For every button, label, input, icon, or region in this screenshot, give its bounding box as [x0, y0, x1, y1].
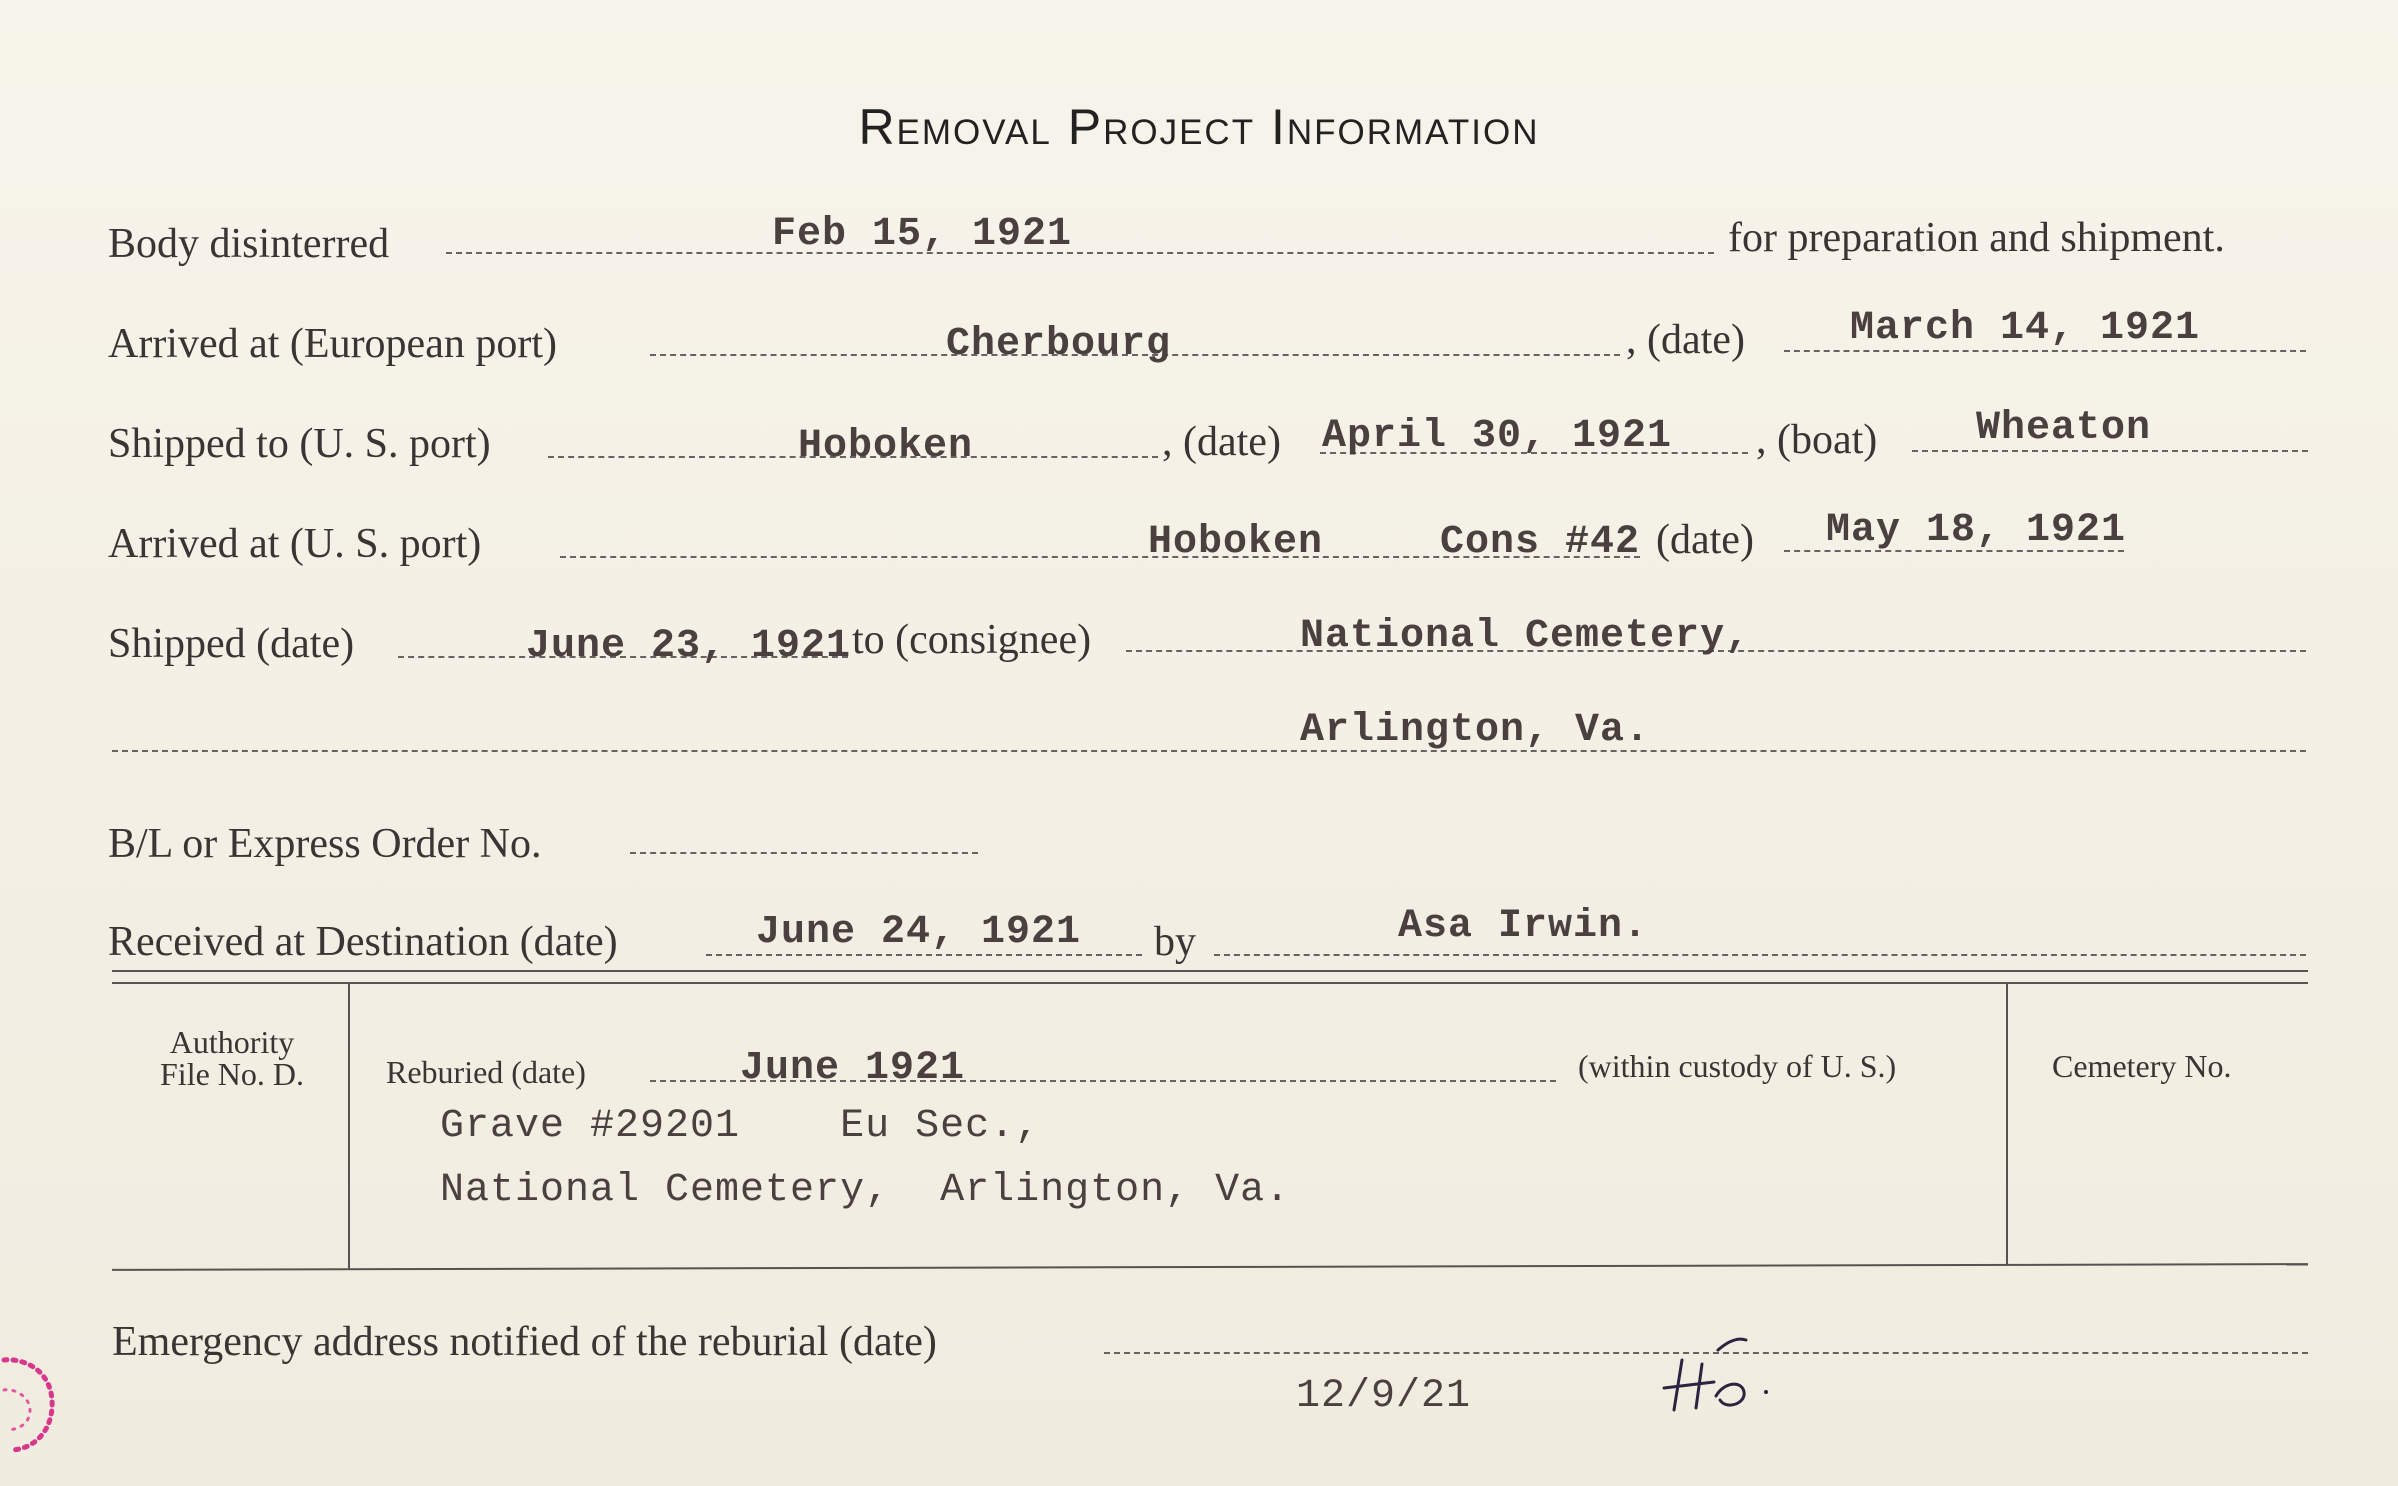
- shipped-us-label: Shipped to (U. S. port): [108, 421, 491, 467]
- page-title: Removal Project Information: [858, 99, 1540, 155]
- reburied-label: Reburied (date): [386, 1054, 586, 1090]
- received-by: Asa Irwin.: [1398, 904, 1649, 949]
- cemetery-no-label: Cemetery No.: [2052, 1048, 2232, 1084]
- bl-line: [630, 852, 978, 854]
- received-by-label: by: [1154, 919, 1196, 965]
- euro-port-date-label: , (date): [1626, 317, 1745, 363]
- disinterred-suffix: for preparation and shipment.: [1728, 215, 2225, 261]
- ink-stamp-mark: [0, 1350, 60, 1460]
- consignee-line-2: [112, 750, 2306, 752]
- box-divider-right: [2006, 984, 2008, 1264]
- consignee-1: National Cemetery,: [1300, 614, 1751, 659]
- disinterred-label: Body disinterred: [108, 221, 390, 267]
- emergency-label: Emergency address notified of the reburial (date): [112, 1319, 937, 1365]
- disinterred-date: Feb 15, 1921: [772, 212, 1073, 257]
- handwritten-initials: [1654, 1330, 1774, 1420]
- shipped-us-boat-label: , (boat): [1756, 417, 1878, 463]
- euro-port-label: Arrived at (European port): [108, 321, 557, 367]
- arrived-us-label: Arrived at (U. S. port): [108, 521, 482, 567]
- euro-port-value: Cherbourg: [946, 322, 1172, 367]
- received-by-line: [1214, 954, 2306, 956]
- grave-line: Grave #29201 Eu Sec.,: [440, 1104, 1041, 1149]
- authority-label: Authority File No. D.: [160, 1024, 304, 1092]
- consignee-2: Arlington, Va.: [1300, 708, 1651, 753]
- bl-label: B/L or Express Order No.: [108, 821, 542, 867]
- box-rule-bottom: [112, 1263, 2308, 1271]
- custody-note: (within custody of U. S.): [1578, 1048, 1897, 1084]
- disinterred-line: [446, 252, 1714, 254]
- shipped-date: June 23, 1921: [526, 624, 852, 669]
- arrived-us-port: Hoboken: [1148, 520, 1324, 565]
- shipped-date-label: Shipped (date): [108, 621, 355, 667]
- box-divider-left: [348, 984, 350, 1270]
- consignee-label: to (consignee): [852, 617, 1092, 663]
- box-rule-top-1: [112, 970, 2308, 972]
- euro-port-date: March 14, 1921: [1850, 306, 2201, 351]
- shipped-us-date: April 30, 1921: [1322, 414, 1673, 459]
- arrived-us-cons: Cons #42: [1440, 520, 1641, 565]
- received-label: Received at Destination (date): [108, 919, 618, 965]
- shipped-us-boat: Wheaton: [1976, 406, 2152, 451]
- shipped-us-port: Hoboken: [798, 424, 974, 469]
- received-date: June 24, 1921: [756, 910, 1082, 955]
- ink-stamp-icon: [0, 1350, 60, 1460]
- reburied-date: June 1921: [740, 1046, 966, 1091]
- shipped-us-date-label: , (date): [1162, 419, 1281, 465]
- cemetery-line: National Cemetery, Arlington, Va.: [440, 1168, 1291, 1213]
- signature-mark: [1654, 1330, 1774, 1420]
- box-rule-top-2: [112, 982, 2308, 984]
- arrived-us-date-label: (date): [1656, 517, 1754, 563]
- arrived-us-date: May 18, 1921: [1826, 508, 2127, 553]
- emergency-date: 12/9/21: [1296, 1374, 1472, 1419]
